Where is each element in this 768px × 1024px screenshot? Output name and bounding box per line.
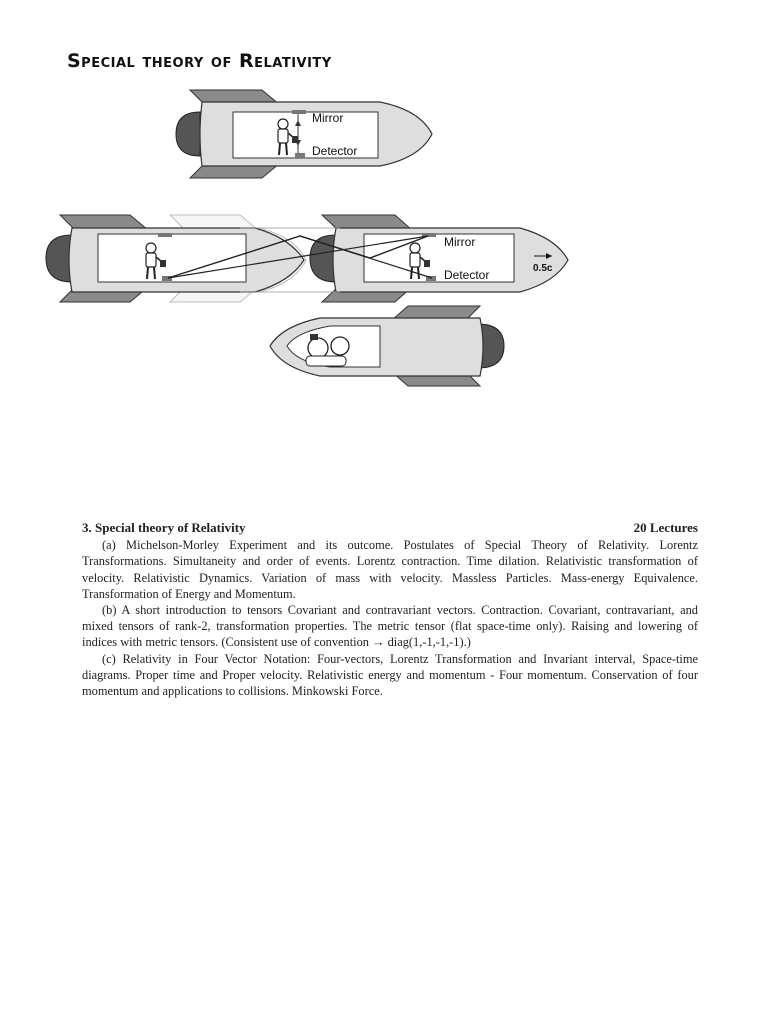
syllabus-part-c: (c) Relativity in Four Vector Notation: Four-vectors, Lorentz Transformation and Invariant interval, Space-time diagrams. Proper time and Proper velocity. Relativistic energy and momentum - Four momentum. Conservation of four momentum and applications to collisions. Minkowski Force. — [82, 651, 698, 699]
syllabus-part-a: (a) Michelson-Morley Experiment and its outcome. Postulates of Special Theory of Relativity. Lorentz Transformations. Simultaneity and order of events. Lorentz contraction. Time dilation. Relativistic transformation of velocity. Relativistic Dynamics. Variation of mass with velocity. Massless Particles. Mass-energy Equivalence. Transformation of Energy and Momentum. — [82, 538, 698, 601]
speed-label: 0.5c — [533, 263, 553, 274]
detector-label-moving: Detector — [444, 268, 490, 282]
rocket-reversed — [270, 306, 504, 386]
lecture-count: 20 Lectures — [633, 520, 698, 535]
syllabus-part-b: (b) A short introduction to tensors Covariant and contravariant vectors. Contraction. Covariant, contravariant, and mixed tensors of rank-2, transformation properties. The metric tensor (flat space-time only). Raising and lowering of indices with metric tensors. (Consistent use of convention → diag(1,-1,-1,-1).) — [82, 603, 698, 650]
mirror-label-stationary: Mirror — [312, 111, 344, 125]
syllabus-header — [82, 520, 698, 536]
mirror-label-moving: Mirror — [444, 235, 476, 249]
syllabus-heading: 3. Special theory of Relativity — [82, 520, 246, 535]
page-title: Special theory of Relativity — [67, 50, 332, 72]
syllabus-section — [82, 520, 698, 699]
detector-label-stationary: Detector — [312, 144, 358, 158]
rocket-moving-right — [310, 215, 568, 302]
rocket-stationary — [176, 90, 432, 178]
relativity-rocket-figure — [0, 80, 768, 400]
